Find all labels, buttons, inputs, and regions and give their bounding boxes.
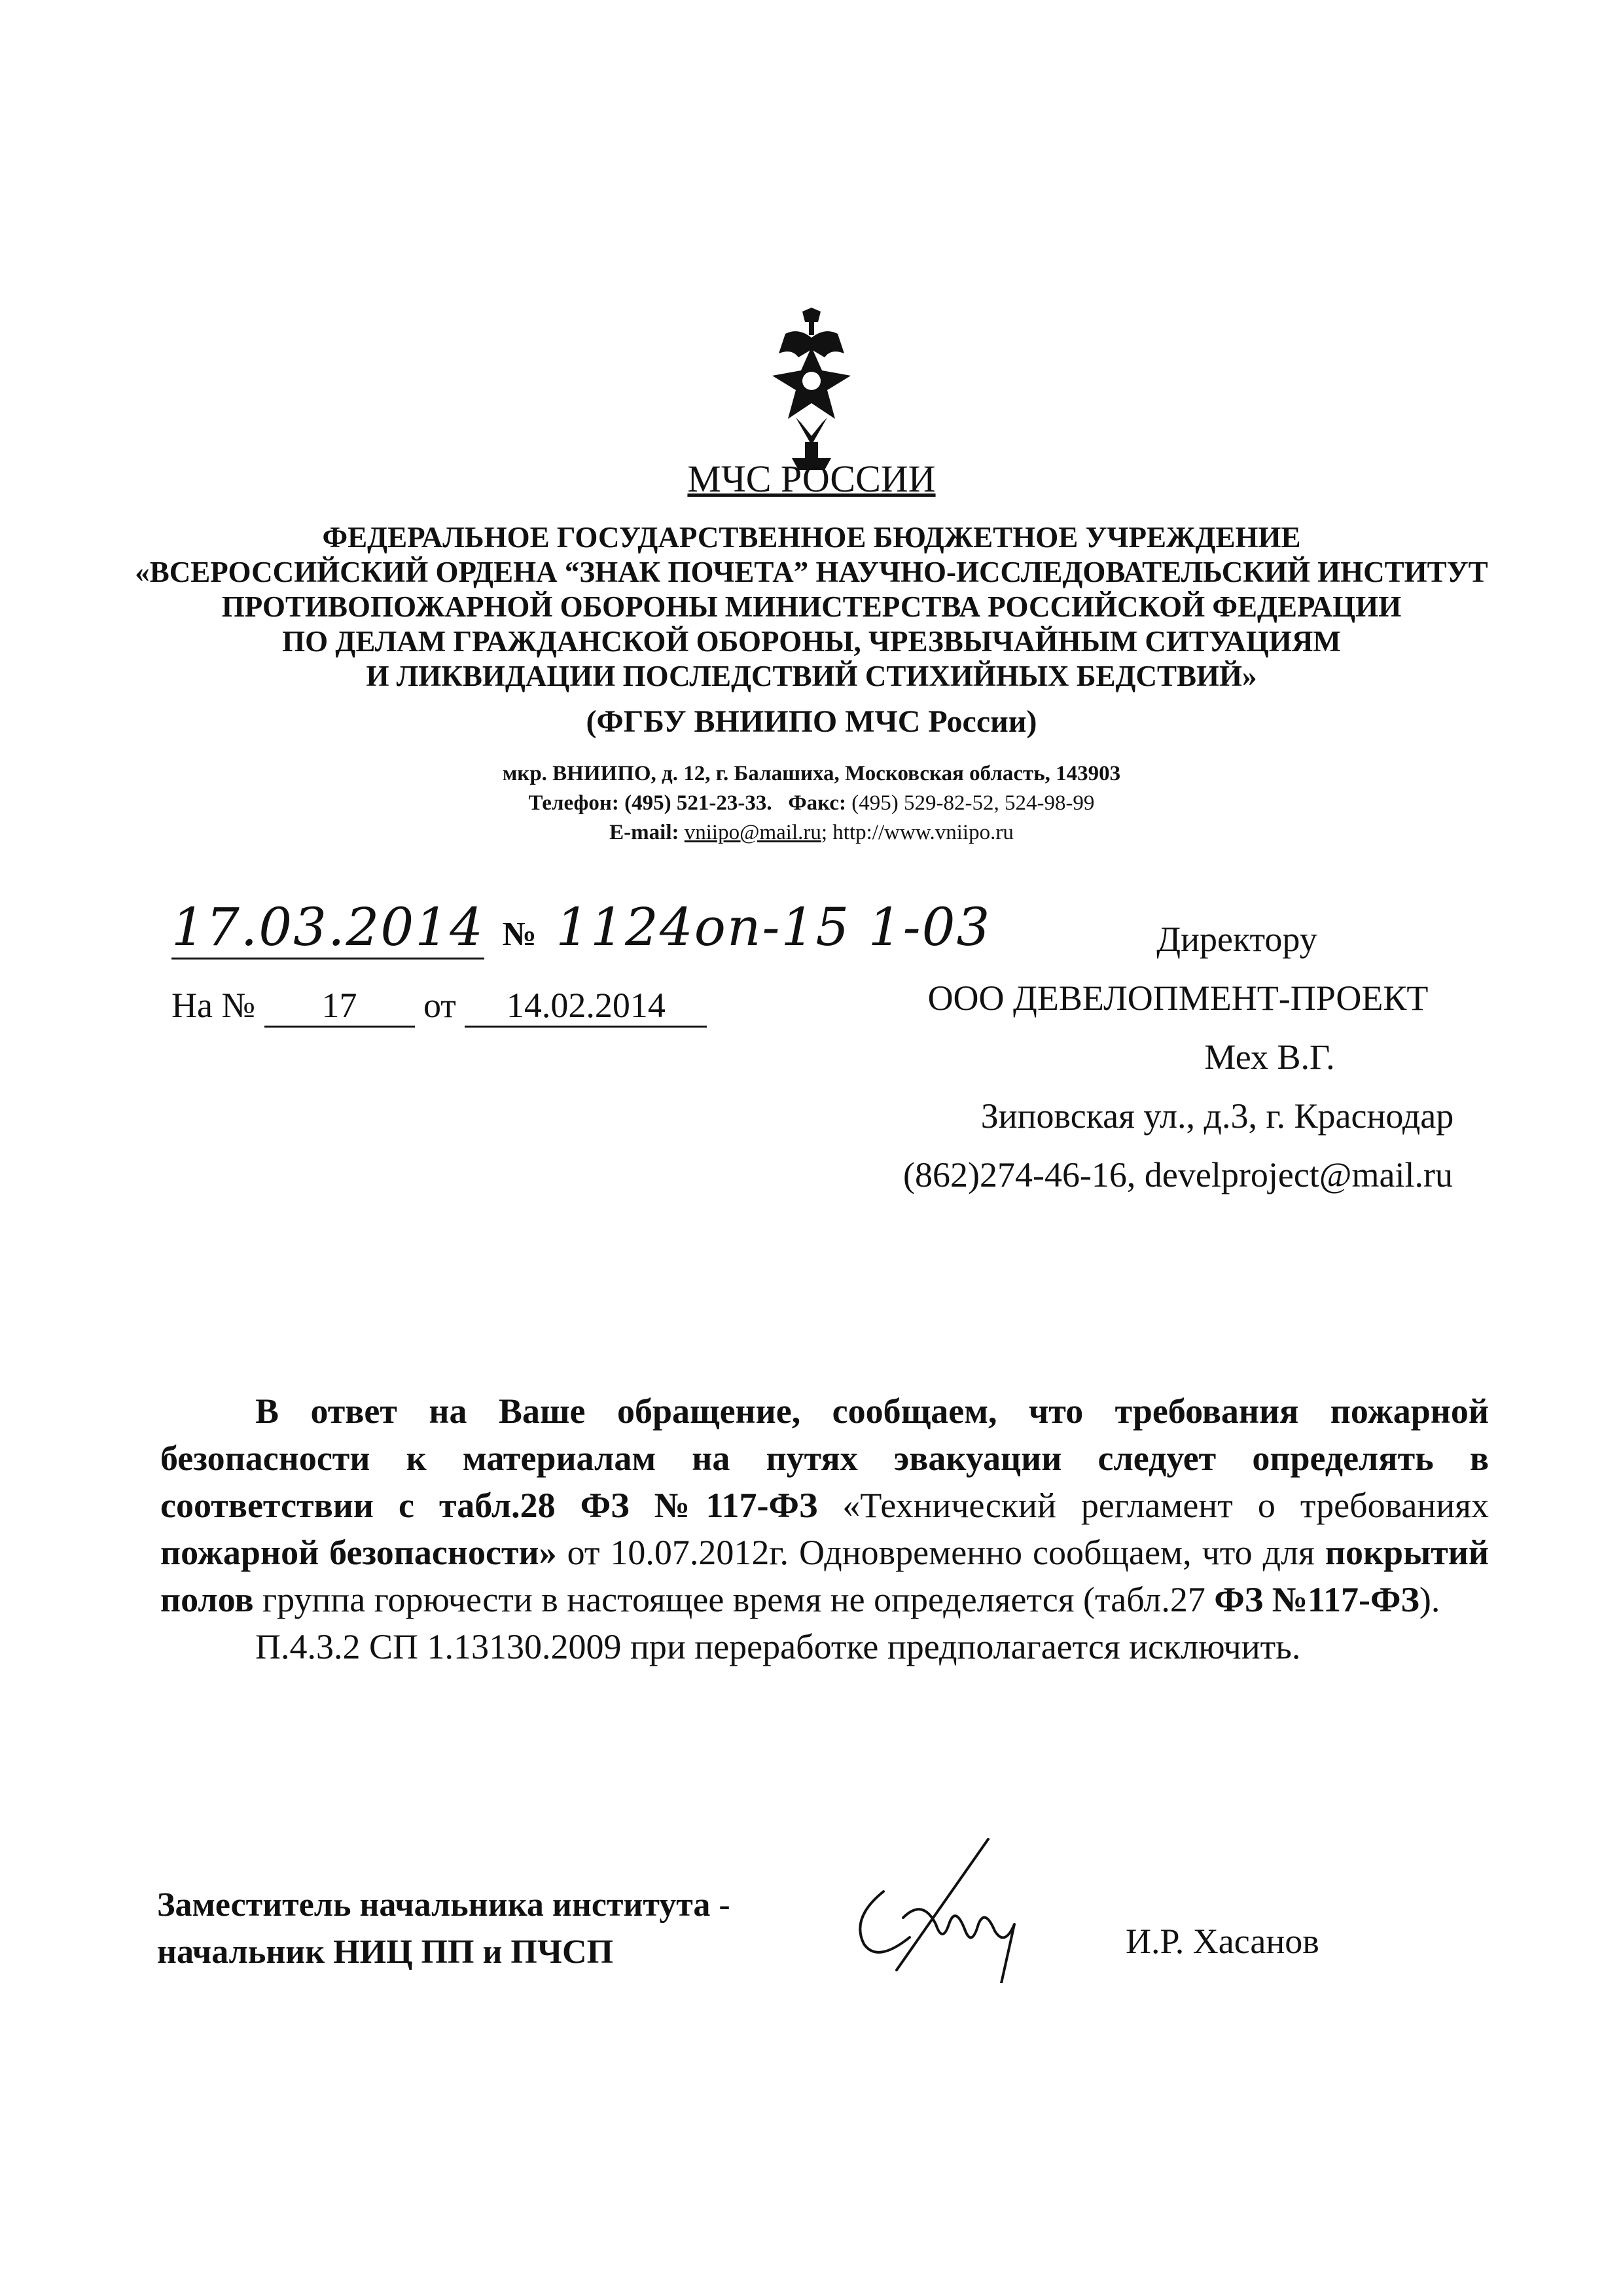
- signer-name: И.Р. Хасанов: [1126, 1922, 1319, 1961]
- reply-from-label: от: [423, 986, 456, 1025]
- phone-fax-line: [0, 789, 1623, 818]
- org-line: И ЛИКВИДАЦИИ ПОСЛЕДСТВИЙ СТИХИЙНЫХ БЕДСТВИЙ»: [366, 660, 1257, 692]
- reply-prefix: На №: [171, 986, 255, 1025]
- body-text-segment: ).: [1419, 1580, 1440, 1619]
- phone-number: (495) 521-23-33.: [624, 791, 772, 815]
- handwritten-signature-icon: [838, 1833, 1047, 1983]
- body-text-segment: «Технический регламент о требованиях: [817, 1486, 1489, 1525]
- handwritten-date: 17.03.2014: [171, 897, 484, 960]
- body-text-segment: от 10.07.2012г. Одновременно сообщаем, что для: [556, 1533, 1325, 1572]
- body-text-segment: группа горючести в настоящее время не определяется (табл.27: [253, 1580, 1215, 1619]
- phone-label: Телефон:: [528, 791, 619, 815]
- number-label: №: [502, 916, 538, 953]
- letter-body: [160, 1388, 1489, 1670]
- org-line: ПО ДЕЛАМ ГРАЖДАНСКОЙ ОБОРОНЫ, ЧРЕЗВЫЧАЙНЫМ СИТУАЦИЯМ: [282, 625, 1341, 658]
- ministry-name: МЧС РОССИИ: [687, 457, 936, 500]
- organization-full-name: [0, 520, 1623, 694]
- email-link[interactable]: vniipo@mail.ru: [684, 821, 821, 844]
- registration-line: [171, 897, 991, 969]
- signer-title-line: Заместитель начальника института -: [157, 1886, 730, 1924]
- organization-short-name: (ФГБУ ВНИИПО МЧС России): [586, 704, 1037, 739]
- reply-date: 14.02.2014: [465, 985, 707, 1028]
- body-paragraph: [160, 1388, 1489, 1623]
- addressee-address: Зиповская ул., д.3, г. Краснодар: [980, 1096, 1454, 1136]
- body-paragraph: П.4.3.2 СП 1.13130.2009 при переработке предполагается исключить.: [255, 1627, 1301, 1666]
- org-line: ПРОТИВОПОЖАРНОЙ ОБОРОНЫ МИНИСТЕРСТВА РОССИЙСКОЙ ФЕДЕРАЦИИ: [221, 590, 1402, 623]
- address-line: [0, 759, 1623, 789]
- signer-title: [157, 1882, 730, 1976]
- signer-title-line: начальник НИЦ ПП и ПЧСП: [157, 1933, 614, 1971]
- body-text-segment: покрытий полов: [160, 1533, 1489, 1619]
- website-link[interactable]: ; http://www.vniipo.ru: [821, 821, 1014, 844]
- fax-number: (495) 529-82-52, 524-98-99: [851, 791, 1095, 815]
- mchs-emblem-icon: [759, 308, 864, 471]
- org-line: «ВСЕРОССИЙСКИЙ ОРДЕНА “ЗНАК ПОЧЕТА” НАУЧНО-ИССЛЕДОВАТЕЛЬСКИЙ ИНСТИТУТ: [135, 556, 1488, 588]
- org-line: ФЕДЕРАЛЬНОЕ ГОСУДАРСТВЕННОЕ БЮДЖЕТНОЕ УЧРЕЖДЕНИЕ: [322, 521, 1301, 554]
- law-reference: ФЗ №117-ФЗ: [1214, 1580, 1419, 1619]
- reply-reference: [171, 985, 707, 1028]
- addressee-company: ООО ДЕВЕЛОПМЕНТ-ПРОЕКТ: [927, 978, 1429, 1018]
- law-reference: ФЗ №117-ФЗ: [580, 1486, 818, 1525]
- body-text-segment: пожарной безопасности»: [160, 1533, 557, 1572]
- fax-label: Факс:: [788, 791, 846, 815]
- reply-number: 17: [264, 985, 415, 1028]
- addressee-block: [818, 910, 1538, 1204]
- addressee-position: Директору: [1156, 920, 1317, 959]
- body-text-segment: В ответ на Ваше обращение, сообщаем, что требования пожарной безопасности к материалам на путях эвакуации следует определять в соответствии с табл.28: [160, 1391, 1489, 1525]
- email-label: E-mail:: [609, 821, 679, 844]
- email-line: [0, 818, 1623, 848]
- contacts-block: [0, 759, 1623, 848]
- addressee-person: Мех В.Г.: [1204, 1037, 1335, 1077]
- address-text: мкр. ВНИИПО, д. 12, г. Балашиха, Московская область, 143903: [502, 762, 1121, 785]
- handwritten-number: 1124оп-15 1-03: [556, 897, 991, 958]
- addressee-contacts: (862)274-46-16, develproject@mail.ru: [903, 1155, 1453, 1194]
